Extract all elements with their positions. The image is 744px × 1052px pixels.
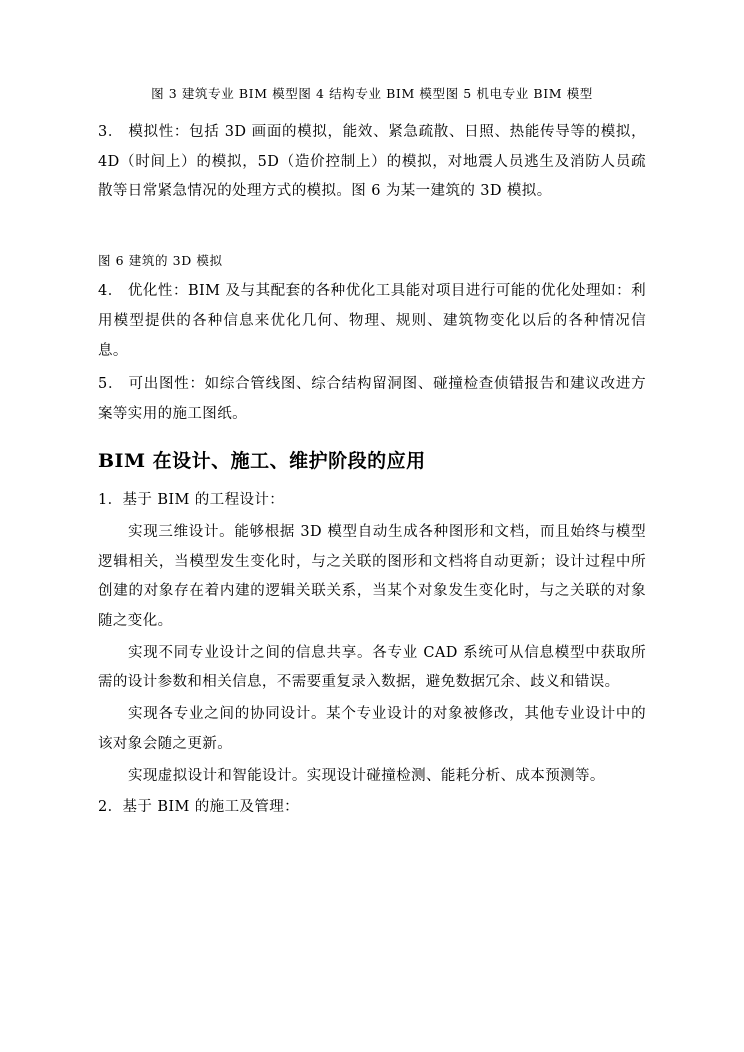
list-item-5-drawing: 5． 可出图性：如综合管线图、综合结构留洞图、碰撞检查侦错报告和建议改进方案等实用的施工图纸。 bbox=[98, 376, 646, 423]
list-item-4-optimization: 4． 优化性：BIM 及与其配套的各种优化工具能对项目进行可能的优化处理如：利用模型提供的各种信息来优化几何、物理、规则、建筑物变化以后的各种情况信息。 bbox=[98, 283, 646, 359]
subsection-heading-design: 1．基于 BIM 的工程设计： bbox=[98, 492, 285, 509]
figure-caption-3-4-5: 图 3 建筑专业 BIM 模型图 4 结构专业 BIM 模型图 5 机电专业 BIM 模型 bbox=[151, 86, 593, 101]
document-body bbox=[98, 84, 646, 825]
design-paragraph-4: 实现虚拟设计和智能设计。实现设计碰撞检测、能耗分析、成本预测等。 bbox=[128, 767, 605, 784]
figure-6-image-placeholder bbox=[98, 211, 646, 251]
design-paragraph-3: 实现各专业之间的协同设计。某个专业设计的对象被修改，其他专业设计中的该对象会随之更新。 bbox=[98, 706, 646, 752]
design-paragraph-1: 实现三维设计。能够根据 3D 模型自动生成各种图形和文档，而且始终与模型逻辑相关，当模型发生变化时，与之关联的图形和文档将自动更新；设计过程中所创建的对象存在着内建的逻辑关联关系，当某个对象发生变化时，与之关联的对象随之变化。 bbox=[98, 523, 646, 630]
section-title: BIM 在设计、施工、维护阶段的应用 bbox=[98, 449, 426, 472]
subsection-heading-construction: 2．基于 BIM 的施工及管理： bbox=[98, 799, 300, 816]
list-item-3-simulation: 3． 模拟性：包括 3D 画面的模拟，能效、紧急疏散、日照、热能传导等的模拟，4D（时间上）的模拟，5D（造价控制上）的模拟，对地震人员逃生及消防人员疏散等日常紧急情况的处理方式的模拟。图 6 为某一建筑的 3D 模拟。 bbox=[98, 124, 646, 200]
design-paragraph-2: 实现不同专业设计之间的信息共享。各专业 CAD 系统可从信息模型中获取所需的设计参数和相关信息，不需要重复录入数据，避免数据冗余、歧义和错误。 bbox=[98, 644, 646, 691]
figure-caption-6: 图 6 建筑的 3D 模拟 bbox=[98, 253, 223, 269]
